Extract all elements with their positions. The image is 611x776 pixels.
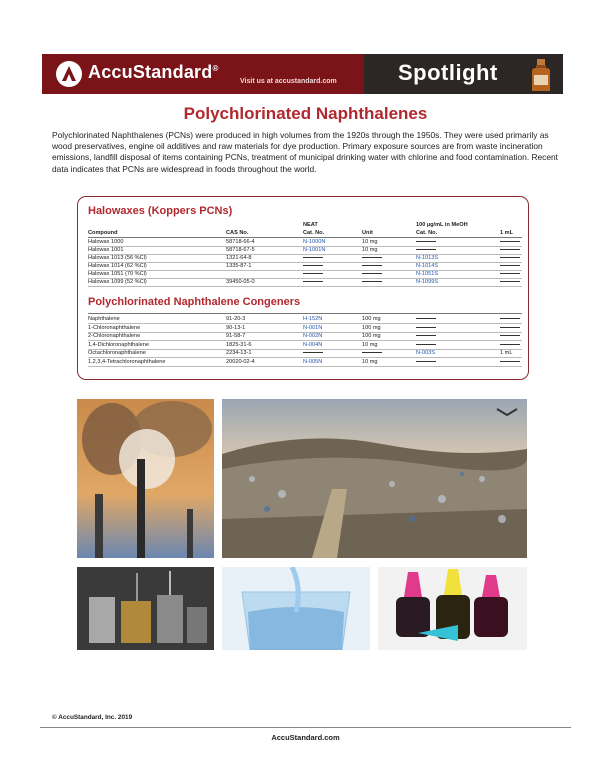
cell-compound: Halowax 1051 (70 %Cl)	[88, 271, 147, 277]
row-divider	[88, 366, 522, 367]
footer-rule	[40, 727, 571, 728]
cell-unit	[362, 278, 382, 286]
cell-compound: Halowax 1014 (62 %Cl)	[88, 263, 147, 269]
cell-cas: 91-58-7	[226, 333, 246, 339]
empty-dash	[500, 281, 520, 282]
cell-neat-cat	[303, 262, 323, 270]
cell-unit: 100 mg	[362, 324, 381, 331]
empty-dash	[416, 241, 436, 242]
cell-sol-cat	[416, 238, 436, 246]
empty-dash	[303, 352, 323, 353]
cell-neat-cat	[303, 349, 323, 357]
cell-compound: 1,2,3,4-Tetrachloronaphthalene	[88, 358, 166, 365]
cell-sol-cat[interactable]: N-1013S	[416, 255, 439, 261]
cell-unit: 10 mg	[362, 239, 378, 245]
accustandard-logo-icon	[56, 61, 82, 87]
table-row	[88, 278, 522, 287]
cell-cas: 1335-87-1	[226, 263, 252, 269]
empty-dash	[500, 344, 520, 345]
cell-cas: 2234-13-1	[226, 350, 252, 356]
oil-cans-photo	[77, 567, 214, 650]
empty-dash	[500, 318, 520, 319]
row-divider	[88, 286, 522, 287]
cell-sol-cat	[416, 332, 436, 340]
cell-unit	[362, 254, 382, 262]
halowaxes-heading: Halowaxes (Koppers PCNs)	[88, 205, 233, 217]
cell-sol-unit	[500, 315, 520, 323]
cell-compound: Halowax 1000	[88, 239, 124, 245]
cell-neat-cat[interactable]: N-005N	[303, 358, 323, 365]
cell-neat-cat[interactable]: N-1000N	[303, 239, 326, 245]
cell-sol-unit	[500, 246, 520, 254]
copyright: © AccuStandard, Inc. 2019	[52, 714, 133, 721]
col-compound: Compound	[88, 230, 118, 236]
empty-dash	[362, 265, 382, 266]
cell-compound: Halowax 1001	[88, 247, 124, 253]
empty-dash	[303, 281, 323, 282]
cell-cas: 91-20-3	[226, 316, 246, 322]
empty-dash	[500, 327, 520, 328]
congeners-heading: Polychlorinated Naphthalene Congeners	[88, 296, 301, 308]
cell-sol-unit	[500, 238, 520, 246]
cell-sol-unit	[500, 341, 520, 349]
empty-dash	[303, 273, 323, 274]
cell-neat-cat[interactable]: H-152N	[303, 316, 323, 322]
cell-sol-unit	[500, 332, 520, 340]
cell-unit: 100 mg	[362, 316, 381, 322]
header-banner	[42, 54, 563, 94]
cell-sol-cat	[416, 246, 436, 254]
col-solution-unit: 1 mL	[500, 230, 514, 236]
brand-name[interactable]: AccuStandard®	[88, 62, 219, 82]
cell-sol-cat	[416, 324, 436, 332]
cell-unit	[362, 262, 382, 270]
cell-neat-cat	[303, 254, 323, 262]
col-cas: CAS No.	[226, 230, 249, 236]
cell-sol-cat[interactable]: N-1014S	[416, 263, 439, 269]
cell-unit: 10 mg	[362, 341, 378, 348]
landfill-photo	[222, 399, 527, 558]
empty-dash	[303, 257, 323, 258]
cell-neat-cat[interactable]: N-001N	[303, 324, 323, 331]
cell-cas: 1825-31-6	[226, 341, 252, 348]
cell-compound: Octachloronaphthalene	[88, 350, 146, 356]
cell-compound: 1,4-Dichloronaphthalene	[88, 341, 149, 348]
cell-sol-cat[interactable]: N-1099S	[416, 279, 439, 285]
cell-unit: 100 mg	[362, 333, 381, 339]
empty-dash	[500, 273, 520, 274]
col-unit: Unit	[362, 230, 373, 236]
footer-url[interactable]: AccuStandard.com	[271, 733, 340, 742]
empty-dash	[416, 344, 436, 345]
dye-bottles-photo	[378, 567, 527, 650]
empty-dash	[362, 281, 382, 282]
cell-sol-unit	[500, 262, 520, 270]
cell-neat-cat[interactable]: N-1001N	[303, 247, 326, 253]
empty-dash	[500, 257, 520, 258]
cell-unit	[362, 349, 382, 357]
page-title: Polychlorinated Naphthalenes	[183, 104, 428, 123]
smokestack-photo	[77, 399, 214, 558]
empty-dash	[500, 249, 520, 250]
cell-neat-cat	[303, 278, 323, 286]
empty-dash	[416, 361, 436, 362]
visit-link[interactable]: Visit us at accustandard.com	[240, 78, 337, 85]
cell-sol-cat[interactable]: N-1051S	[416, 271, 439, 277]
empty-dash	[416, 249, 436, 250]
empty-dash	[362, 257, 382, 258]
bottle-icon	[524, 57, 558, 98]
cell-compound: Halowax 1099 (52 %Cl)	[88, 279, 147, 285]
empty-dash	[303, 265, 323, 266]
cell-sol-unit	[500, 254, 520, 262]
cell-unit: 10 mg	[362, 247, 378, 253]
cell-sol-unit	[500, 278, 520, 286]
empty-dash	[500, 265, 520, 266]
empty-dash	[500, 241, 520, 242]
cell-sol-unit: 1 mL	[500, 350, 513, 356]
water-glass-photo	[222, 567, 370, 650]
empty-dash	[362, 352, 382, 353]
cell-unit: 10 mg	[362, 358, 378, 365]
cell-sol-cat	[416, 315, 436, 323]
col-solution-cat: Cat. No.	[416, 230, 438, 236]
cell-neat-cat	[303, 270, 323, 278]
cell-compound: Naphthalene	[88, 316, 120, 322]
cell-cas: 1321-64-8	[226, 255, 252, 261]
empty-dash	[362, 273, 382, 274]
col-solution-group: 100 µg/mL in MeOH	[416, 222, 468, 228]
cell-compound: Halowax 1013 (56 %Cl)	[88, 255, 147, 261]
col-neat-group: NEAT	[303, 222, 318, 228]
cell-sol-cat[interactable]: N-003S	[416, 350, 435, 356]
cell-neat-cat[interactable]: N-002N	[303, 333, 323, 339]
empty-dash	[500, 335, 520, 336]
intro-paragraph: Polychlorinated Naphthalenes (PCNs) were produced in high volumes from the 1920s through the 1950s. They were used primarily as wood preservatives, engine oil additives and raw materials for dye production. Primary exposure sources are from waste incineration emissions, landfill disposal of items containing PCNs, treatment of municipal drinking water with chlorine and food contamination. Recent data indicates that PCNs are widespread in foods throughout the world.	[52, 130, 559, 174]
empty-dash	[416, 318, 436, 319]
cell-cas: 20020-02-4	[226, 358, 255, 365]
cell-sol-unit	[500, 270, 520, 278]
col-neat-cat: Cat. No.	[303, 230, 325, 236]
cell-cas: 39450-05-0	[226, 279, 255, 285]
empty-dash	[416, 327, 436, 328]
empty-dash	[500, 361, 520, 362]
section-label: Spotlight	[398, 60, 498, 85]
brand-panel	[42, 54, 364, 94]
cell-compound: 1-Chloronaphthalene	[88, 324, 141, 331]
cell-sol-unit	[500, 324, 520, 332]
spotlight-panel	[364, 54, 563, 94]
cell-neat-cat[interactable]: N-004N	[303, 341, 323, 348]
congeners-rule	[88, 313, 522, 314]
empty-dash	[416, 335, 436, 336]
cell-compound: 2-Chloronaphthalene	[88, 333, 141, 339]
cell-sol-cat	[416, 341, 436, 349]
cell-unit	[362, 270, 382, 278]
table-row	[88, 358, 522, 367]
cell-cas: 58718-66-4	[226, 239, 255, 245]
cell-cas: 58718-67-5	[226, 247, 255, 253]
cell-cas: 90-13-1	[226, 324, 246, 331]
cell-sol-cat	[416, 358, 436, 366]
cell-sol-unit	[500, 358, 520, 366]
